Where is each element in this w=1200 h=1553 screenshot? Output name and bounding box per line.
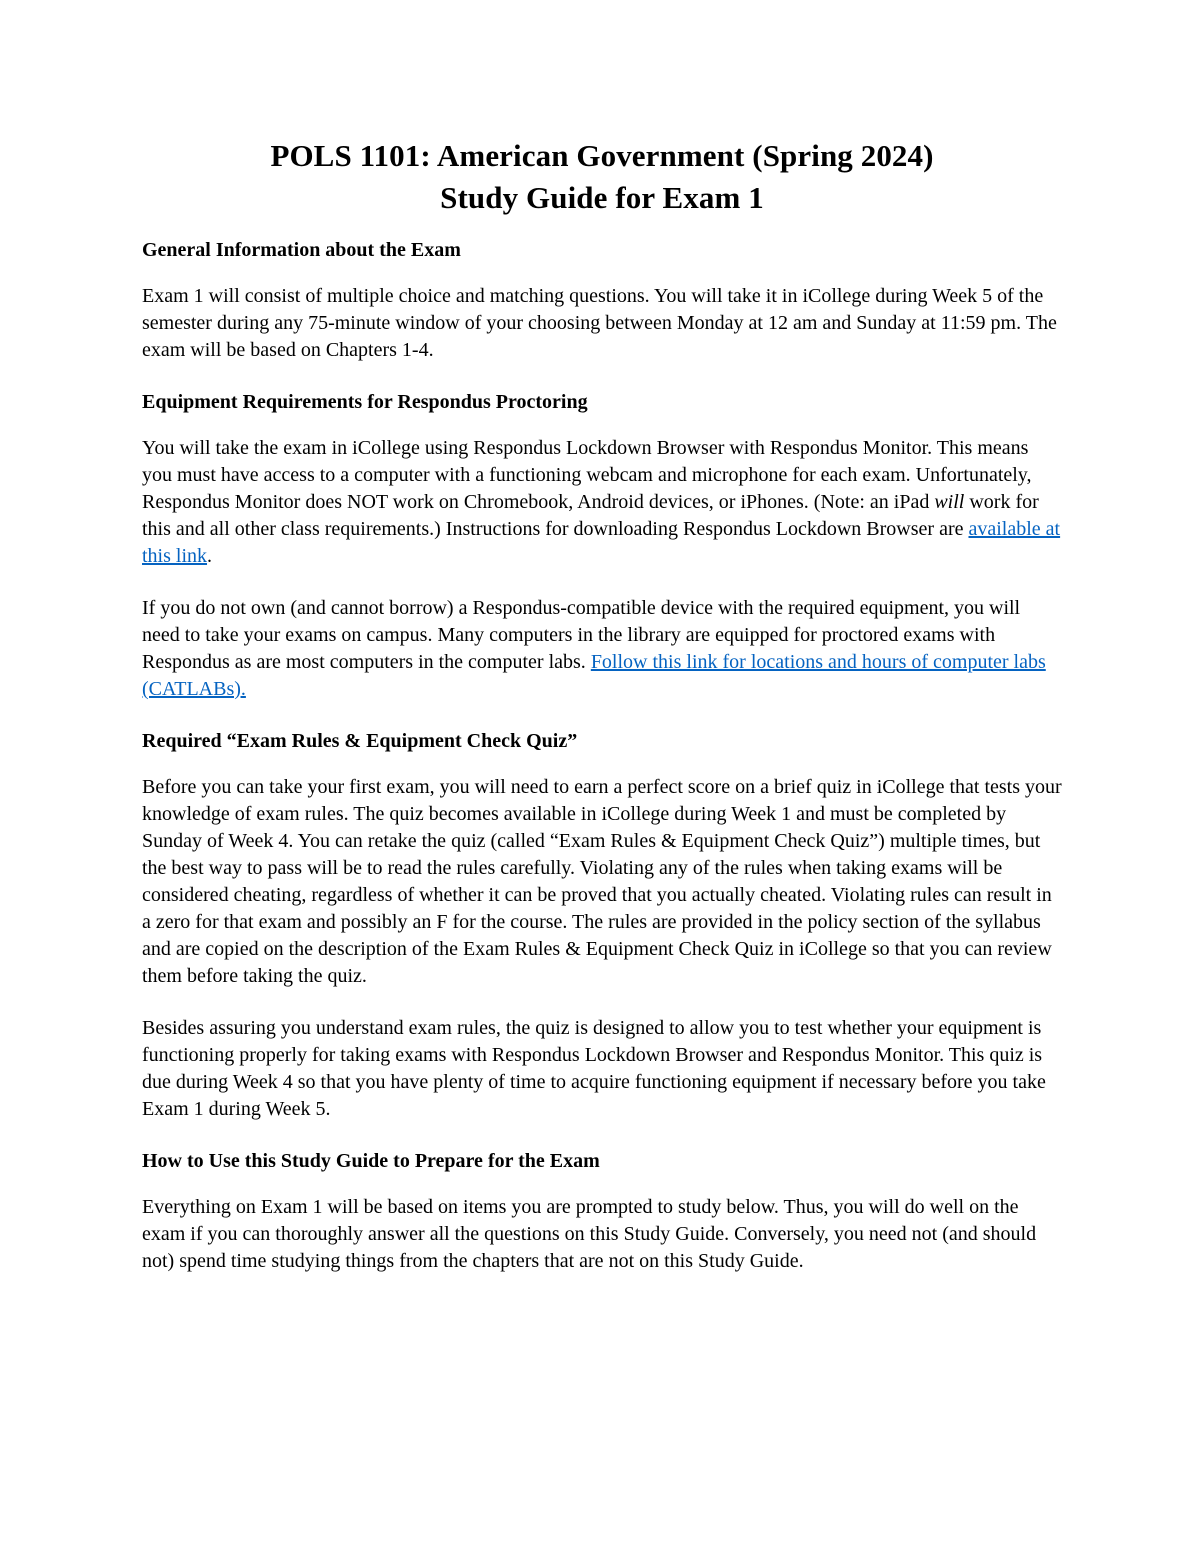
section-heading-general: General Information about the Exam bbox=[142, 239, 461, 261]
section-equipment bbox=[142, 389, 1062, 703]
emphasis-will: will bbox=[934, 491, 965, 513]
paragraph-quiz-2: Besides assuring you understand exam rules, the quiz is designed to allow you to test whether your equipment is functioning properly for taking exams with Respondus Lockdown Browser and Respondus Monitor. This quiz is due during Week 4 so that you have plenty of time to acquire functioning equipment if necessary before you take Exam 1 during Week 5. bbox=[142, 1017, 1046, 1120]
title-line-course: POLS 1101: American Government (Spring 2024) bbox=[270, 138, 934, 173]
section-quiz bbox=[142, 728, 1062, 1123]
paragraph-general-1: Exam 1 will consist of multiple choice and matching questions. You will take it in iCollege during Week 5 of the semester during any 75-minute window of your choosing between Monday at 12 am and Sunday at 11:59 pm. The exam will be based on Chapters 1-4. bbox=[142, 285, 1057, 361]
section-how-to bbox=[142, 1148, 1062, 1275]
paragraph-how-to-1: Everything on Exam 1 will be based on items you are prompted to study below. Thus, you will do well on the exam if you can thoroughly answer all the questions on this Study Guide. Conversely, you need not (and should not) spend time studying things from the chapters that are not on this Study Guide. bbox=[142, 1196, 1037, 1272]
text-run: . bbox=[207, 545, 213, 567]
text-run: If you do not own (and cannot borrow) a Respondus-compatible device with the required equipment, you will need to take your exams on campus. Many computers in the library are equipped for proctored exams with Respondus as are most computers in the computer labs. bbox=[142, 597, 1021, 673]
text-run: You will take the exam in iCollege using Respondus Lockdown Browser with Respondus Monitor. This means you must have access to a computer with a functioning webcam and microphone for each exam. Unfortunately, Respondus Monitor does NOT work on Chromebook, Android devices, or iPhones. (Note: an iPad bbox=[142, 437, 1032, 513]
respondus-download-link[interactable]: available at this link bbox=[142, 518, 1061, 567]
catlabs-link[interactable]: Follow this link for locations and hours of computer labs (CATLABs). bbox=[142, 651, 1046, 700]
section-heading-how-to: How to Use this Study Guide to Prepare for the Exam bbox=[142, 1150, 600, 1172]
paragraph-equipment-2 bbox=[142, 595, 1062, 703]
document-page bbox=[142, 135, 1062, 1300]
section-heading-quiz: Required “Exam Rules & Equipment Check Quiz” bbox=[142, 730, 578, 752]
section-general-info bbox=[142, 237, 1062, 364]
document-title bbox=[142, 135, 1062, 219]
paragraph-equipment-1 bbox=[142, 435, 1062, 570]
text-run: work for this and all other class requirements.) Instructions for downloading Respondus Lockdown Browser are bbox=[142, 491, 1039, 540]
title-line-guide: Study Guide for Exam 1 bbox=[440, 180, 764, 215]
paragraph-quiz-1: Before you can take your first exam, you will need to earn a perfect score on a brief quiz in iCollege that tests your knowledge of exam rules. The quiz becomes available in iCollege during Week 1 and must be completed by Sunday of Week 4. You can retake the quiz (called “Exam Rules & Equipment Check Quiz”) multiple times, but the best way to pass will be to read the rules carefully. Violating any of the rules when taking exams will be considered cheating, regardless of whether it can be proved that you actually cheated. Violating rules can result in a zero for that exam and possibly an F for the course. The rules are provided in the policy section of the syllabus and are copied on the description of the Exam Rules & Equipment Check Quiz in iCollege so that you can review them before taking the quiz. bbox=[142, 776, 1062, 987]
section-heading-equipment: Equipment Requirements for Respondus Proctoring bbox=[142, 391, 588, 413]
